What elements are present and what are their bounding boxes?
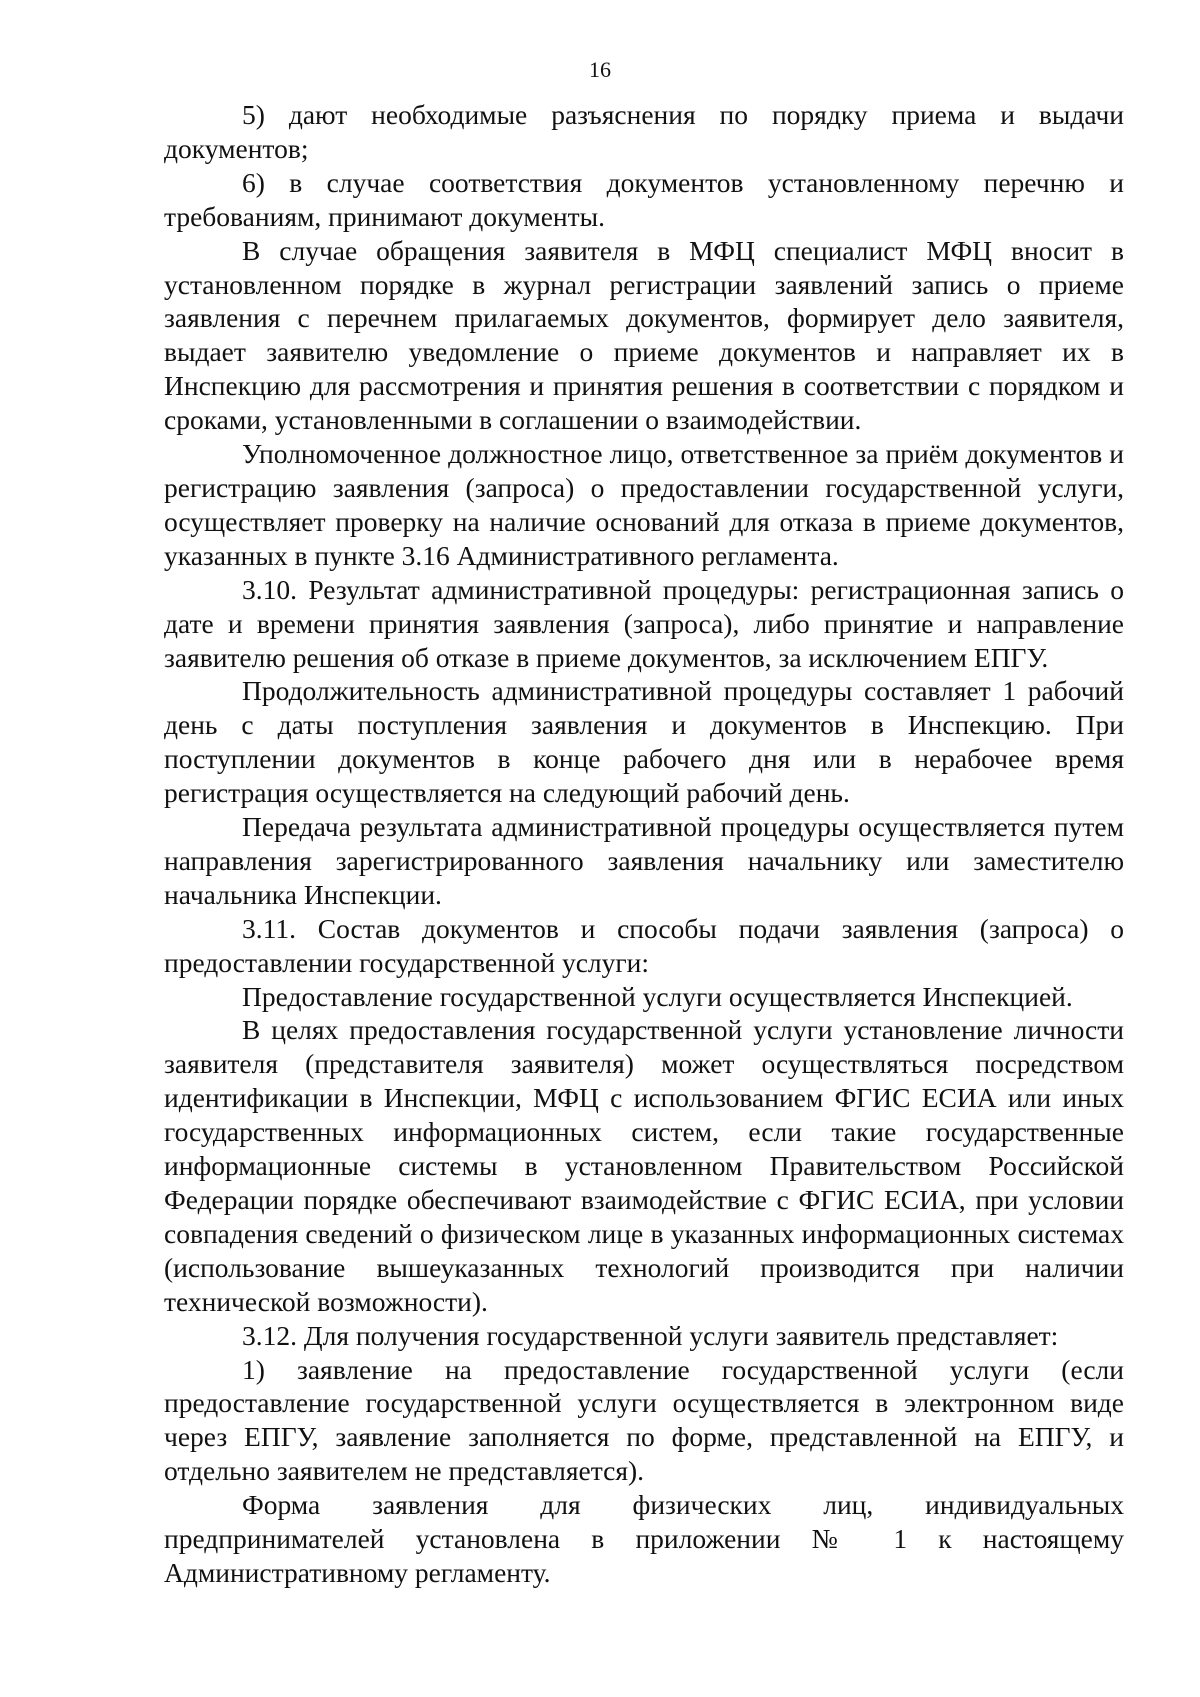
paragraph: 1) заявление на предоставление государственной услуги (если предоставление государственной услуги осуществляется в электронном виде через ЕПГУ, заявление заполняется по форме, представленной на ЕПГУ, и отдельно заявителем не представляется). (164, 1353, 1124, 1487)
paragraph: В целях предоставления государственной услуги установление личности заявителя (представителя заявителя) может осуществляться посредством идентификации в Инспекции, МФЦ с использованием ФГИС ЕСИА или иных государственных информационных систем, если такие государственные информационные системы в установленном Правительством Российской Федерации порядке обеспечивают взаимодействие с ФГИС ЕСИА, при условии совпадения сведений о физическом лице в указанных информационных системах (использование вышеуказанных технологий производится при наличии технической возможности). (164, 1014, 1124, 1317)
paragraph: Форма заявления для физических лиц, индивидуальных предпринимателей установлена в приложении № 1 к настоящему Административному регламенту. (164, 1489, 1124, 1588)
paragraph: 3.10. Результат административной процедуры: регистрационная запись о дате и времени принятия заявления (запроса), либо принятие и направление заявителю решения об отказе в приеме документов, за исключением ЕПГУ. (164, 573, 1124, 673)
paragraph: Уполномоченное должностное лицо, ответственное за приём документов и регистрацию заявления (запроса) о предоставлении государственной услуги, осуществляет проверку на наличие оснований для отказа в приеме документов, указанных в пункте 3.16 Административного регламента. (164, 438, 1124, 571)
paragraph: 3.12. Для получения государственной услуги заявитель представляет: (242, 1319, 1059, 1351)
paragraph: 3.11. Состав документов и способы подачи заявления (запроса) о предоставлении государственной услуги: (164, 912, 1124, 978)
page-number: 16 (589, 57, 611, 82)
paragraph: Предоставление государственной услуги осуществляется Инспекцией. (242, 980, 1073, 1012)
paragraph: Продолжительность административной процедуры составляет 1 рабочий день с даты поступления заявления и документов в Инспекцию. При поступлении документов в конце рабочего дня или в нерабочее время регистрация осуществляется на следующий рабочий день. (164, 675, 1124, 809)
paragraph: 6) в случае соответствия документов установленному перечню и требованиям, принимают документы. (164, 166, 1124, 232)
paragraph: Передача результата административной процедуры осуществляется путем направления зарегистрированного заявления начальнику или заместителю начальника Инспекции. (164, 811, 1124, 910)
paragraph: В случае обращения заявителя в МФЦ специалист МФЦ вносит в установленном порядке в журнал регистрации заявлений запись о приеме заявления с перечнем прилагаемых документов, формирует дело заявителя, выдает заявителю уведомление о приеме документов и направляет их в Инспекцию для рассмотрения и принятия решения в соответствии с порядком и сроками, установленными в соглашении о взаимодействии. (164, 234, 1124, 436)
document-body (164, 98, 1124, 1590)
paragraph: 5) дают необходимые разъяснения по порядку приема и выдачи документов; (164, 99, 1124, 164)
